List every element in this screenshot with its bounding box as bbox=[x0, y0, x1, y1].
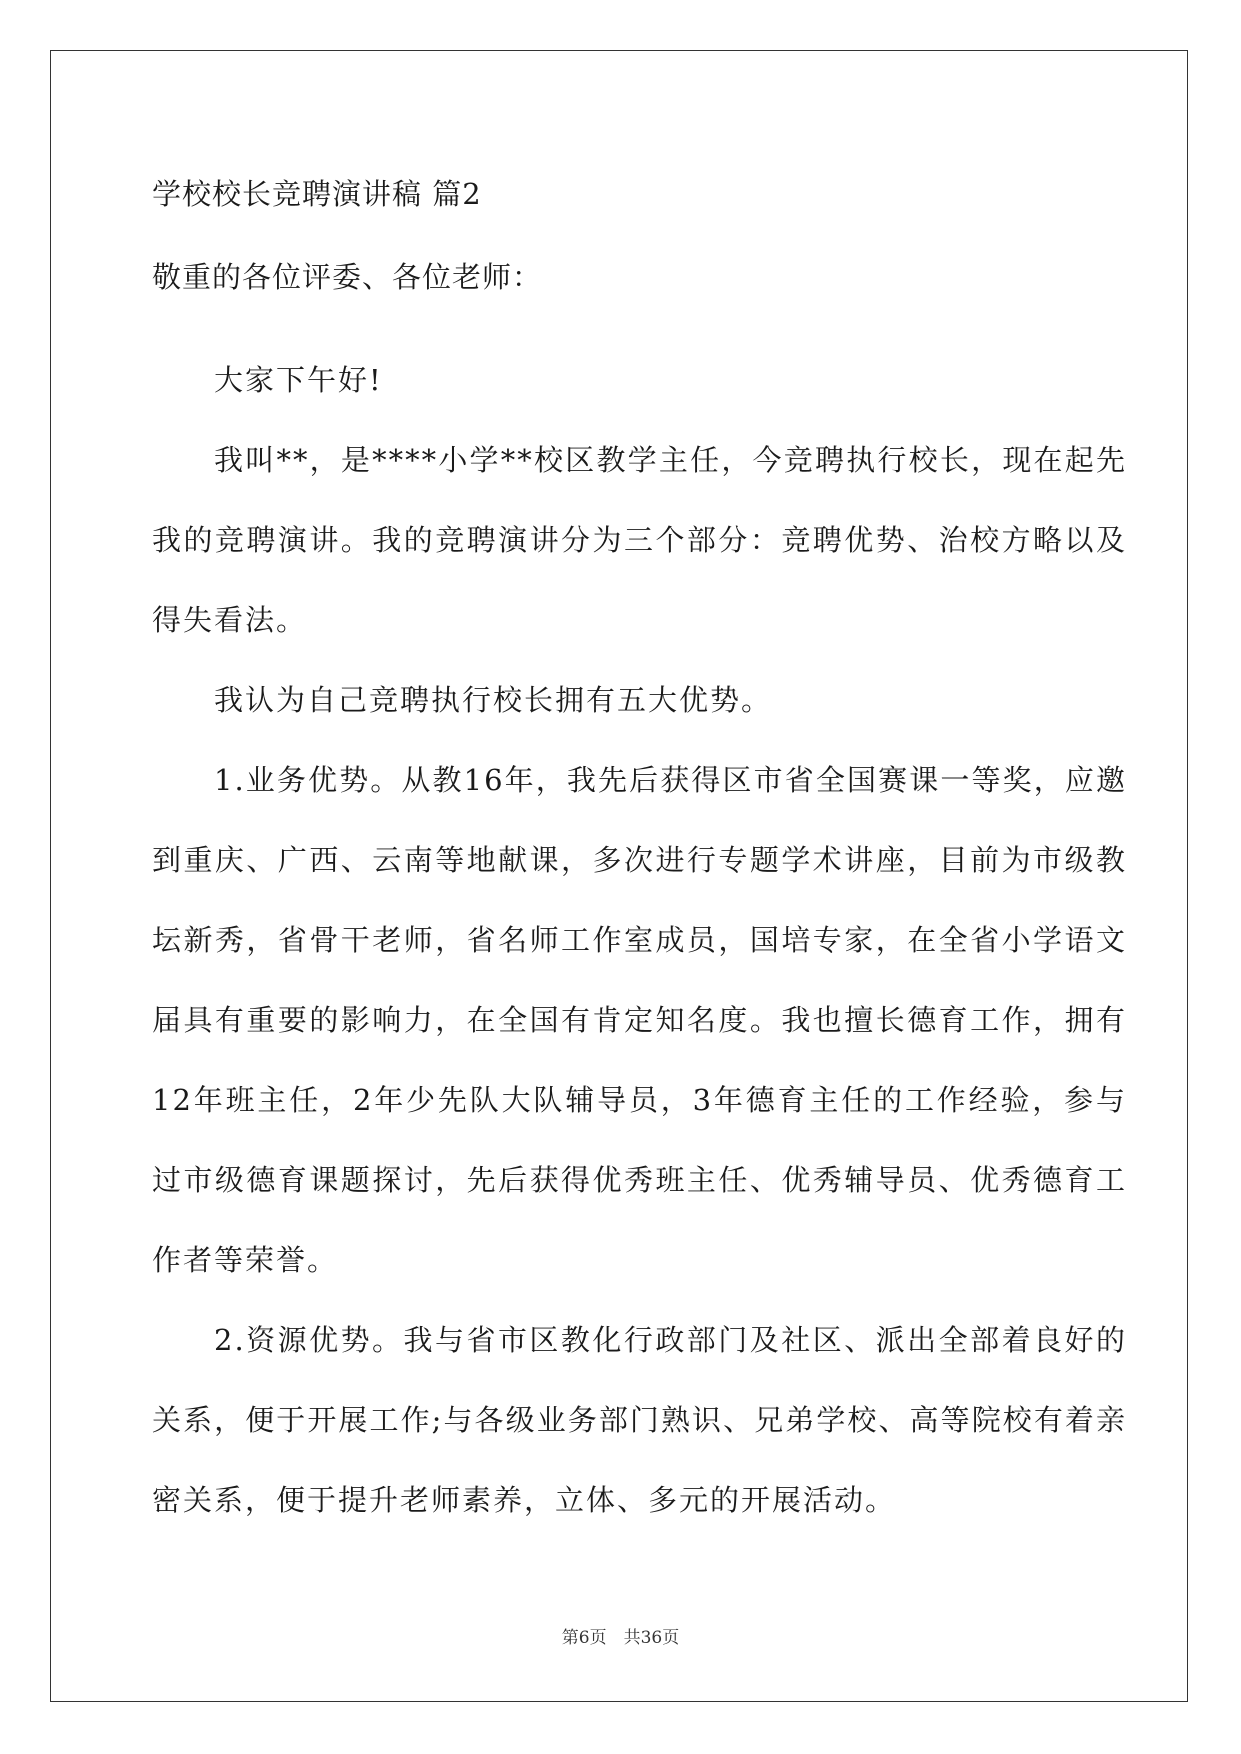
paragraph-business-advantage: 1.业务优势。从教16年，我先后获得区市省全国赛课一等奖，应邀到重庆、广西、云南等地献课，多次进行专题学术讲座，目前为市级教坛新秀，省骨干老师，省名师工作室成员，国培专家，在全省小学语文届具有重要的影响力，在全国有肯定知名度。我也擅长德育工作，拥有12年班主任，2年少先队大队辅导员，3年德育主任的工作经验，参与过市级德育课题探讨，先后获得优秀班主任、优秀辅导员、优秀德育工作者等荣誉。 bbox=[152, 763, 1127, 1277]
paragraph-introduction: 我叫**，是****小学**校区教学主任，今竞聘执行校长，现在起先我的竞聘演讲。我的竞聘演讲分为三个部分：竞聘优势、治校方略以及得失看法。 bbox=[152, 443, 1127, 637]
page-number: 第6页 共36页 bbox=[561, 1628, 680, 1648]
document-body bbox=[152, 340, 1127, 1540]
paragraph-resource-advantage: 2.资源优势。我与省市区教化行政部门及社区、派出全部着良好的关系，便于开展工作;与各级业务部门熟识、兄弟学校、高等院校有着亲密关系，便于提升老师素养，立体、多元的开展活动。 bbox=[152, 1323, 1127, 1517]
document-title: 学校校长竞聘演讲稿 篇2 bbox=[152, 177, 482, 211]
paragraph-advantages-intro: 我认为自己竞聘执行校长拥有五大优势。 bbox=[214, 683, 773, 717]
salutation: 敬重的各位评委、各位老师： bbox=[152, 260, 543, 294]
paragraph-greeting: 大家下午好! bbox=[214, 363, 383, 397]
page-footer bbox=[0, 1623, 1241, 1648]
